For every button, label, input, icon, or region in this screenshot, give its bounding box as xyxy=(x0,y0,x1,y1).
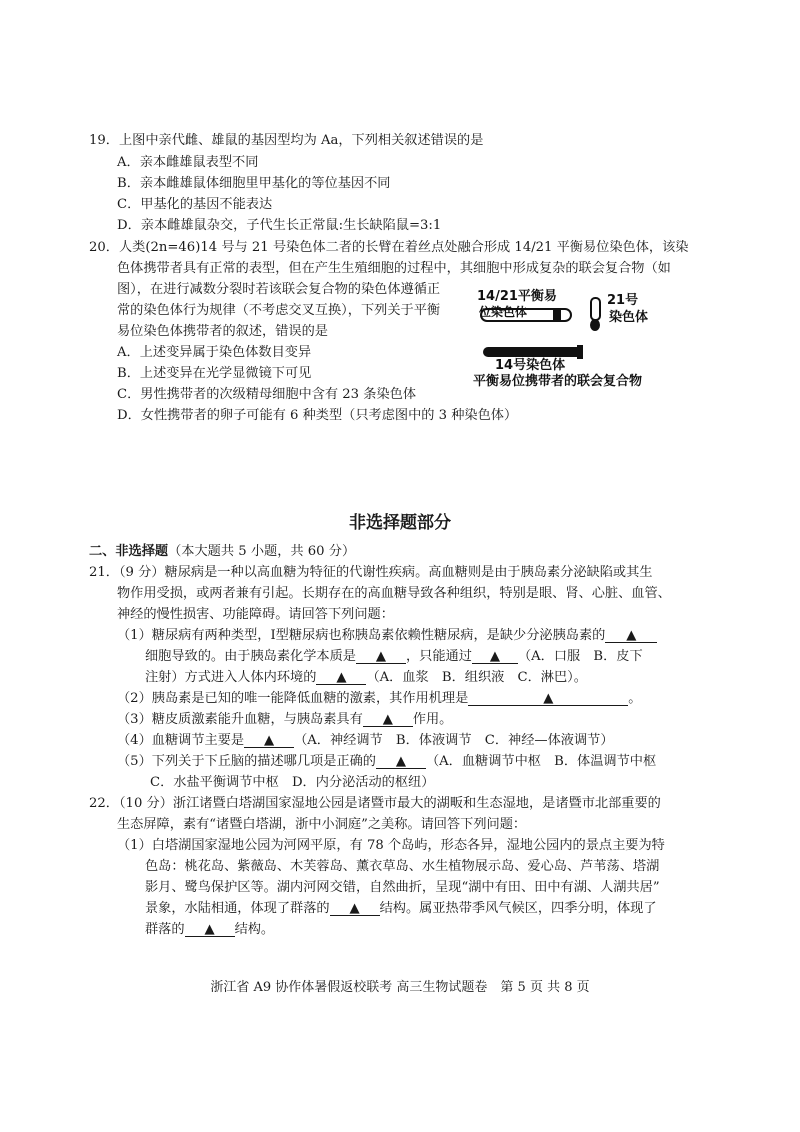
q19-option-a: A．亲本雌雄鼠表型不同 xyxy=(117,155,259,170)
q19-option-d: D．亲本雌雄鼠杂交，子代生长正常鼠:生长缺陷鼠=3:1 xyxy=(117,218,442,233)
q21-part1-text-b: 细胞导致的。由于胰岛素化学本质是 xyxy=(145,649,356,664)
q21-part5-line2: C．水盐平衡调节中枢 D．内分泌活动的枢纽） xyxy=(150,775,435,790)
q20-option-c: C．男性携带者的次级精母细胞中含有 23 条染色体 xyxy=(117,387,417,402)
section-heading-label: 二、非选择题 xyxy=(89,544,169,559)
q21-part1-text-c: ，只能通过 xyxy=(406,649,472,664)
q21-part1-text-a: （1）糖尿病有两种类型，Ⅰ型糖尿病也称胰岛素依赖性糖尿病，是缺少分泌胰岛素的 xyxy=(117,628,606,643)
q21-part3-end: 作用。 xyxy=(412,712,453,727)
q22-part1-text-f: 群落的 xyxy=(145,922,185,937)
q21-line-1: 21．（9 分）糖尿病是一种以高血糖为特征的代谢性疾病。高血糖则是由于胰岛素分泌缺陷或其生 xyxy=(89,565,653,580)
q21-part4 xyxy=(117,734,614,748)
q22-line-1: 22．（10 分）浙江诸暨白塔湖国家湿地公园是诸暨市最大的湖畈和生态湿地，是诸暨市北部重要的 xyxy=(89,796,661,811)
answer-blank-1[interactable]: ▲ xyxy=(605,629,657,643)
q19-option-c: C．甲基化的基因不能表达 xyxy=(117,197,273,212)
q20-line-1: 20．人类(2n=46)14 号与 21 号染色体二者的长臂在着丝点处融合形成 14/21 平衡易位染色体，该染 xyxy=(89,240,689,255)
q21-part1-text-f: （A．血浆 B．组织液 C．淋巴）。 xyxy=(366,670,587,685)
q19-stem: 19．上图中亲代雌、雄鼠的基因型均为 Aa，下列相关叙述错误的是 xyxy=(89,133,484,148)
q20-option-a: A．上述变异属于染色体数目变异 xyxy=(117,345,312,360)
q22-part1-line1: （1）白塔湖国家湿地公园为河网平原，有 78 个岛屿，形态各异，湿地公园内的景点主要为特 xyxy=(117,838,665,853)
chromosome-14-centromere xyxy=(577,345,583,359)
q22-part1-line3: 影月、鹭鸟保护区等。湖内河网交错，自然曲折，呈现“湖中有田、田中有湖、人湖共居” xyxy=(145,880,660,895)
chromosome-figure xyxy=(473,287,683,392)
q21-part5-options-a: （A．血糖调节中枢 B．体温调节中枢 xyxy=(425,754,657,769)
translocation-centromere xyxy=(553,308,561,322)
chromosome-14-label: 14号染色体 xyxy=(495,358,566,373)
translocation-label-1: 14/21平衡易 xyxy=(477,289,557,304)
q21-part1-line1 xyxy=(117,629,657,643)
chromosome-14-shape xyxy=(483,347,583,357)
answer-blank-5[interactable]: ▲ xyxy=(468,692,628,706)
chromosome-21-centromere xyxy=(590,319,600,331)
answer-blank-2[interactable]: ▲ xyxy=(356,650,406,664)
chromosome-21-shape xyxy=(591,298,600,320)
answer-blank-3[interactable]: ▲ xyxy=(472,650,518,664)
section-title: 非选择题部分 xyxy=(349,513,451,533)
q20-line-5: 易位染色体携带者的叙述，错误的是 xyxy=(117,324,328,339)
q21-part3-text: （3）糖皮质激素能升血糖，与胰岛素具有 xyxy=(117,712,363,727)
q22-part1-text-g: 结构。 xyxy=(234,922,275,937)
section-heading-detail: （本大题共 5 小题，共 60 分） xyxy=(168,544,356,559)
chromosome-21-label-2: 染色体 xyxy=(609,310,649,325)
answer-blank-6[interactable]: ▲ xyxy=(363,713,413,727)
q21-part4-options: （A．神经调节 B．体液调节 C．神经—体液调节） xyxy=(294,733,614,748)
q22-part1-text-d: 景象，水陆相通，体现了群落的 xyxy=(145,901,330,916)
chromosome-21-label-1: 21号 xyxy=(607,293,639,308)
q22-part1-line2: 色岛：桃花岛、紫薇岛、木芙蓉岛、薰衣草岛、水生植物展示岛、爱心岛、芦苇荡、塔湖 xyxy=(145,859,660,874)
figure-caption: 平衡易位携带者的联会复合物 xyxy=(473,374,643,389)
answer-blank-4[interactable]: ▲ xyxy=(316,671,366,685)
q21-part4-text: （4）血糖调节主要是 xyxy=(117,733,245,748)
section-heading xyxy=(89,545,355,558)
q20-line-4: 常的染色体行为规律（不考虑交叉互换），下列关于平衡 xyxy=(117,303,441,318)
q22-part1-text-e: 结构。属亚热带季风气候区，四季分明，体现了 xyxy=(379,901,657,916)
page-footer: 浙江省 A9 协作体暑假返校联考 高三生物试题卷 第 5 页 共 8 页 xyxy=(210,980,590,995)
q22-line-2: 生态屏障，素有“诸暨白塔湖，浙中小洞庭”之美称。请回答下列问题： xyxy=(117,817,527,832)
q21-part2-end: 。 xyxy=(628,691,642,706)
q22-part1-line4 xyxy=(145,902,657,916)
q21-part2-text: （2）胰岛素是已知的唯一能降低血糖的激素，其作用机理是 xyxy=(117,691,469,706)
translocation-label-2: 位染色体 xyxy=(479,305,528,319)
q21-part1-text-e: 注射）方式进入人体内环境的 xyxy=(145,670,317,685)
q20-line-3: 图），在进行减数分裂时若该联会复合物的染色体遵循正 xyxy=(117,282,441,297)
answer-blank-10[interactable]: ▲ xyxy=(185,923,235,937)
answer-blank-8[interactable]: ▲ xyxy=(376,755,426,769)
q21-part1-line3 xyxy=(145,671,587,685)
q21-part5-line1 xyxy=(117,755,656,769)
q22-part1-line5 xyxy=(145,923,274,937)
q21-part3 xyxy=(117,713,452,727)
q21-part1-text-d: （A．口服 B．皮下 xyxy=(517,649,643,664)
q21-line-3: 神经的慢性损害、功能障碍。请回答下列问题： xyxy=(117,607,394,622)
q21-part2 xyxy=(117,692,641,706)
answer-blank-9[interactable]: ▲ xyxy=(330,902,380,916)
q19-option-b: B．亲本雌雄鼠体细胞里甲基化的等位基因不同 xyxy=(117,176,391,191)
q21-part5-text: （5）下列关于下丘脑的描述哪几项是正确的 xyxy=(117,754,376,769)
q21-line-2: 物作用受损，或两者兼有引起。长期存在的高血糖导致各种组织，特别是眼、肾、心脏、血管、 xyxy=(117,586,671,601)
q21-part1-line2 xyxy=(145,650,643,664)
q20-option-d: D．女性携带者的卵子可能有 6 种类型（只考虑图中的 3 种染色体） xyxy=(117,408,518,423)
q20-line-2: 色体携带者具有正常的表型，但在产生生殖细胞的过程中，其细胞中形成复杂的联会复合物（如 xyxy=(117,261,671,276)
answer-blank-7[interactable]: ▲ xyxy=(244,734,294,748)
q20-option-b: B．上述变异在光学显微镜下可见 xyxy=(117,366,312,381)
